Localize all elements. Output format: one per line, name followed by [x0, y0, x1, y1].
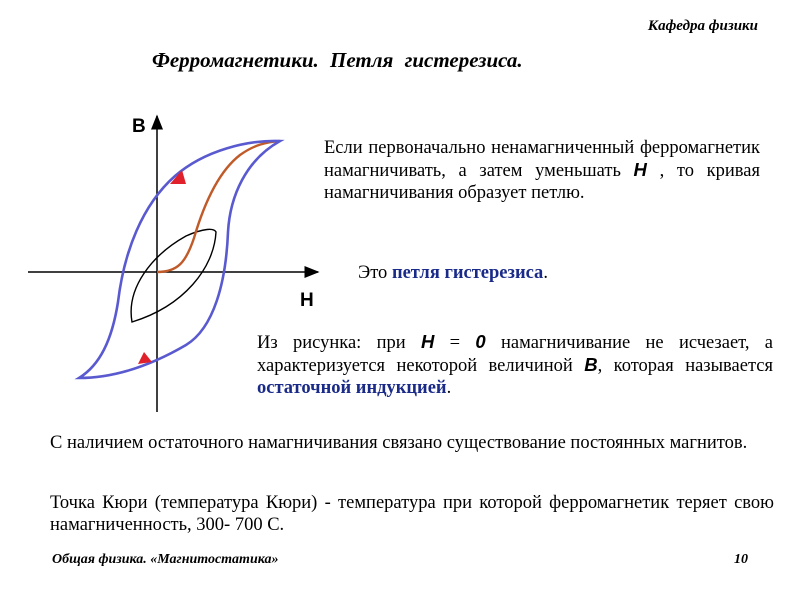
initial-curve [157, 141, 280, 272]
p1-post: , то кривая намагничивания образует петлю. [324, 161, 760, 203]
paragraph-remanence [257, 331, 773, 399]
term-remanent-induction: остаточной индукцией [257, 378, 447, 398]
p3-zero: 0 [475, 331, 486, 352]
h-axis-label: H [300, 290, 314, 311]
p1-pre: Если первоначально ненамагниченный ферромагнетик намагничивать, а затем уменьшать [324, 138, 760, 181]
p3-h-symbol: H [420, 331, 435, 352]
p3-pre: Из рисунка: при [257, 333, 421, 353]
department-label: Кафедра физики [647, 18, 758, 34]
p2-post: . [543, 263, 548, 283]
paragraph-curie-point: Точка Кюри (температура Кюри) - температура при которой ферромагнетик теряет свою намагниченность, 300- 700 С. [50, 493, 774, 535]
page-number: 10 [734, 552, 748, 567]
p2-pre: Это [358, 263, 392, 283]
p3-eq: = [434, 333, 476, 353]
paragraph-loop-intro [324, 137, 760, 204]
b-axis-label: B [132, 116, 146, 137]
paragraph-permanent-magnets: С наличием остаточного намагничивания связано существование постоянных магнитов. [50, 433, 748, 453]
p1-h-symbol: H [633, 159, 647, 180]
term-hysteresis-loop: петля гистерезиса [391, 263, 544, 283]
slide-title: Ферромагнетики. Петля гистерезиса. [152, 48, 523, 72]
p3-b-symbol: B [584, 354, 598, 375]
footer-course: Общая физика. «Магнитостатика» [52, 552, 279, 567]
p3-post: . [446, 378, 452, 398]
paragraph-loop-name [358, 262, 548, 284]
minor-loop [131, 229, 216, 322]
p3-post-mid: , которая называется [597, 356, 773, 376]
ascending-arrow [138, 352, 152, 364]
p3-mid: намагничивание не исчезает, а характеризуется некоторой величиной [257, 333, 773, 376]
